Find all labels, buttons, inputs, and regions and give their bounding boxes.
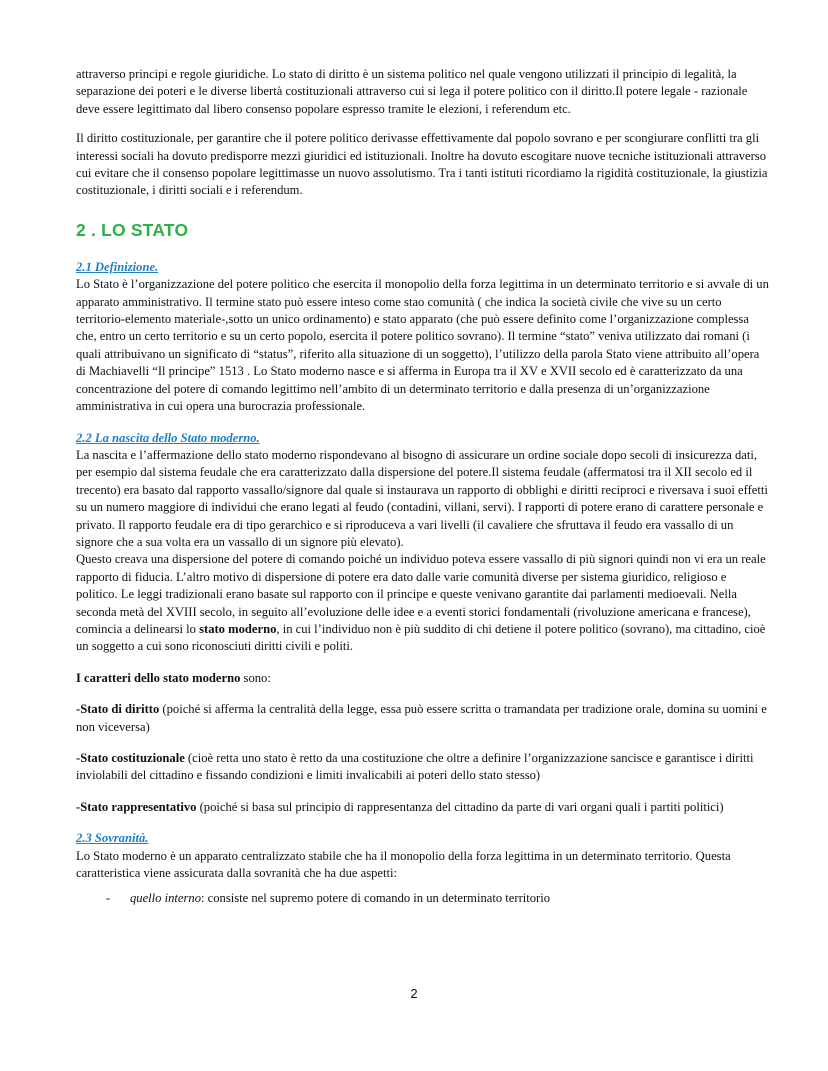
caratteri-item-3-bold: -Stato rappresentativo [76, 799, 197, 814]
definition-paragraph: Lo Stato è l’organizzazione del potere politico che esercita il monopolio della forza legittima in un determinato territorio e si avvale di un apparato amministrativo. Il termine stato può essere inteso come stao comunità ( che indica la società civile che vive su un certo territorio-elemento materiale-,sotto un unico ordinamento) e stato apparato (che può essere definito come l’organizzazione complessa che, entro un certo territorio e su un certo popolo, esercita il potere politico sovrano). Il termine “stato” veniva utilizzato dai romani (i quali attribuivano un significato di “status”, riferito alla situazione di un soggetto), l’utilizzo della parola Stato viene attribuito all’opera di Machiavelli “Il principe” 1513 . Lo Stato moderno nasce e si afferma in Europa tra il XV e XVII secolo ed è caratterizzato da una concentrazione del potere di comando legittimo nell’ambito di un determinato territorio e dalla presenza di un’organizzazione amministrativa in cui opera una burocrazia professionale. [76, 277, 769, 414]
birth-paragraph-2 [76, 551, 770, 655]
subsection-2-2 [76, 430, 770, 447]
intro-paragraph-2: Il diritto costituzionale, per garantire che il potere politico derivasse effettivamente dal popolo sovrano e per scongiurare conflitti tra gli interessi sociali ha dovuto predisporre mezzi giuridici ed istituzionali. Inoltre ha dovuto escogitare nuove tecniche istituzionali attraverso cui evitare che il consenso popolare legittimasse un nuovo assolutismo. Tra i tanti istituti ricordiamo la rigidità costituzionale, la giustizia costituzionale, i diritti sociali e i referendum. [76, 131, 768, 198]
subsection-heading-2-1: 2.1 Definizione. [76, 259, 159, 274]
caratteri-intro-bold: I caratteri dello stato moderno [76, 670, 241, 685]
subsection-2-1 [76, 259, 770, 276]
subsection-heading-2-2: 2.2 La nascita dello Stato moderno. [76, 430, 260, 445]
caratteri-intro [76, 670, 770, 687]
caratteri-item-2-rest: (cioè retta uno stato è retto da una costituzione che oltre a definire l’organizzazione sancisce e garantisce i diritti inviolabili del cittadino e fissando condizioni e limiti invalicabili ai poteri dello stato stesso) [76, 751, 754, 783]
birth-text-pre: Questo creava una dispersione del potere di comando poiché un individuo poteva essere vassallo di più signori quindi non vi era un reale rapporto di fiducia. L’altro motivo di dispersione di potere era dato dalle varie comunità diverse per sistema giuridico, religioso e politico. Le leggi tradizionali erano basate sul rapporto con il principe e queste venivano garantite dai parlamenti medioevali. Nella seconda metà del XVIII secolo, in seguito all’evoluzione delle idee e a eventi storici fondamentali (rivoluzione americana e francese), comincia a delinearsi lo [76, 552, 766, 636]
sovranita-paragraph: Lo Stato moderno è un apparato centralizzato stabile che ha il monopolio della forza legittima in un determinato territorio. Questa caratteristica viene assicurata dalla sovranità che ha due aspetti: [76, 848, 731, 881]
subsection-2-3 [76, 830, 770, 847]
page-number: 2 [410, 986, 418, 1001]
document-page [76, 66, 770, 908]
bullet-dash: - [106, 891, 111, 906]
caratteri-item-3-rest: (poiché si basa sul principio di rappresentanza del cittadino da parte di vari organi quali i partiti politici) [196, 799, 724, 814]
birth-paragraph-1: La nascita e l’affermazione dello stato moderno rispondevano al bisogno di assicurare un ordine sociale dopo secoli di insicurezza dati, per esempio dal sistema feudale che era caratterizzato dalla dispersione del potere.Il sistema feudale (affermatosi tra il XII secolo ed il trecento) era basato dal rapporto vassallo/signore dal quale si instaurava un rapporto di obblighi e diritti reciproci e riversava i suoi effetti su un numero maggiore di individui che erano legati al feudo (contadini, villani, servi). I rapporti di potere erano di carattere personale e privato. Il rapporto feudale era di tipo gerarchico e si riproduceva a vari livelli (il cavaliere che sfruttava il feudo era vassallo di un signore che a sua volta era un vassallo di un signore più elevato). [76, 447, 768, 549]
bullet-italic: quello interno [130, 891, 202, 906]
caratteri-item-1 [76, 701, 770, 736]
subsection-heading-2-3: 2.3 Sovranità. [76, 831, 149, 846]
intro-paragraph-1: attraverso principi e regole giuridiche. Lo stato di diritto è un sistema politico nel quale vengono utilizzati il principio di legalità, la separazione dei poteri e le diverse libertà costituzionali attraverso cui si lega il potere politico con il diritto.Il potere legale - razionale deve essere legittimato dal libero consenso popolare espresso tramite le elezioni, i referendum etc. [76, 67, 748, 116]
list-item [76, 890, 770, 907]
birth-text-bold: stato moderno [199, 621, 277, 636]
caratteri-item-2 [76, 750, 770, 785]
caratteri-item-2-bold: -Stato costituzionale [76, 751, 185, 765]
caratteri-item-3 [76, 799, 770, 816]
caratteri-item-1-bold: -Stato di diritto [76, 702, 160, 717]
bullet-rest: : consiste nel supremo potere di comando in un determinato territorio [201, 891, 551, 906]
section-title: 2 . LO STATO [76, 219, 189, 240]
caratteri-item-1-rest: (poiché si afferma la centralità della legge, essa può essere scritta o tramandata per tradizione orale, domina su uomini e non viceversa) [76, 702, 767, 734]
birth-text-post: , in cui l’individuo non è più suddito di chi detiene il potere politico (sovrano), ma cittadino, cioè un soggetto a cui sono riconosciuti diritti civili e politi. [76, 621, 766, 654]
caratteri-intro-rest: sono: [240, 670, 271, 685]
